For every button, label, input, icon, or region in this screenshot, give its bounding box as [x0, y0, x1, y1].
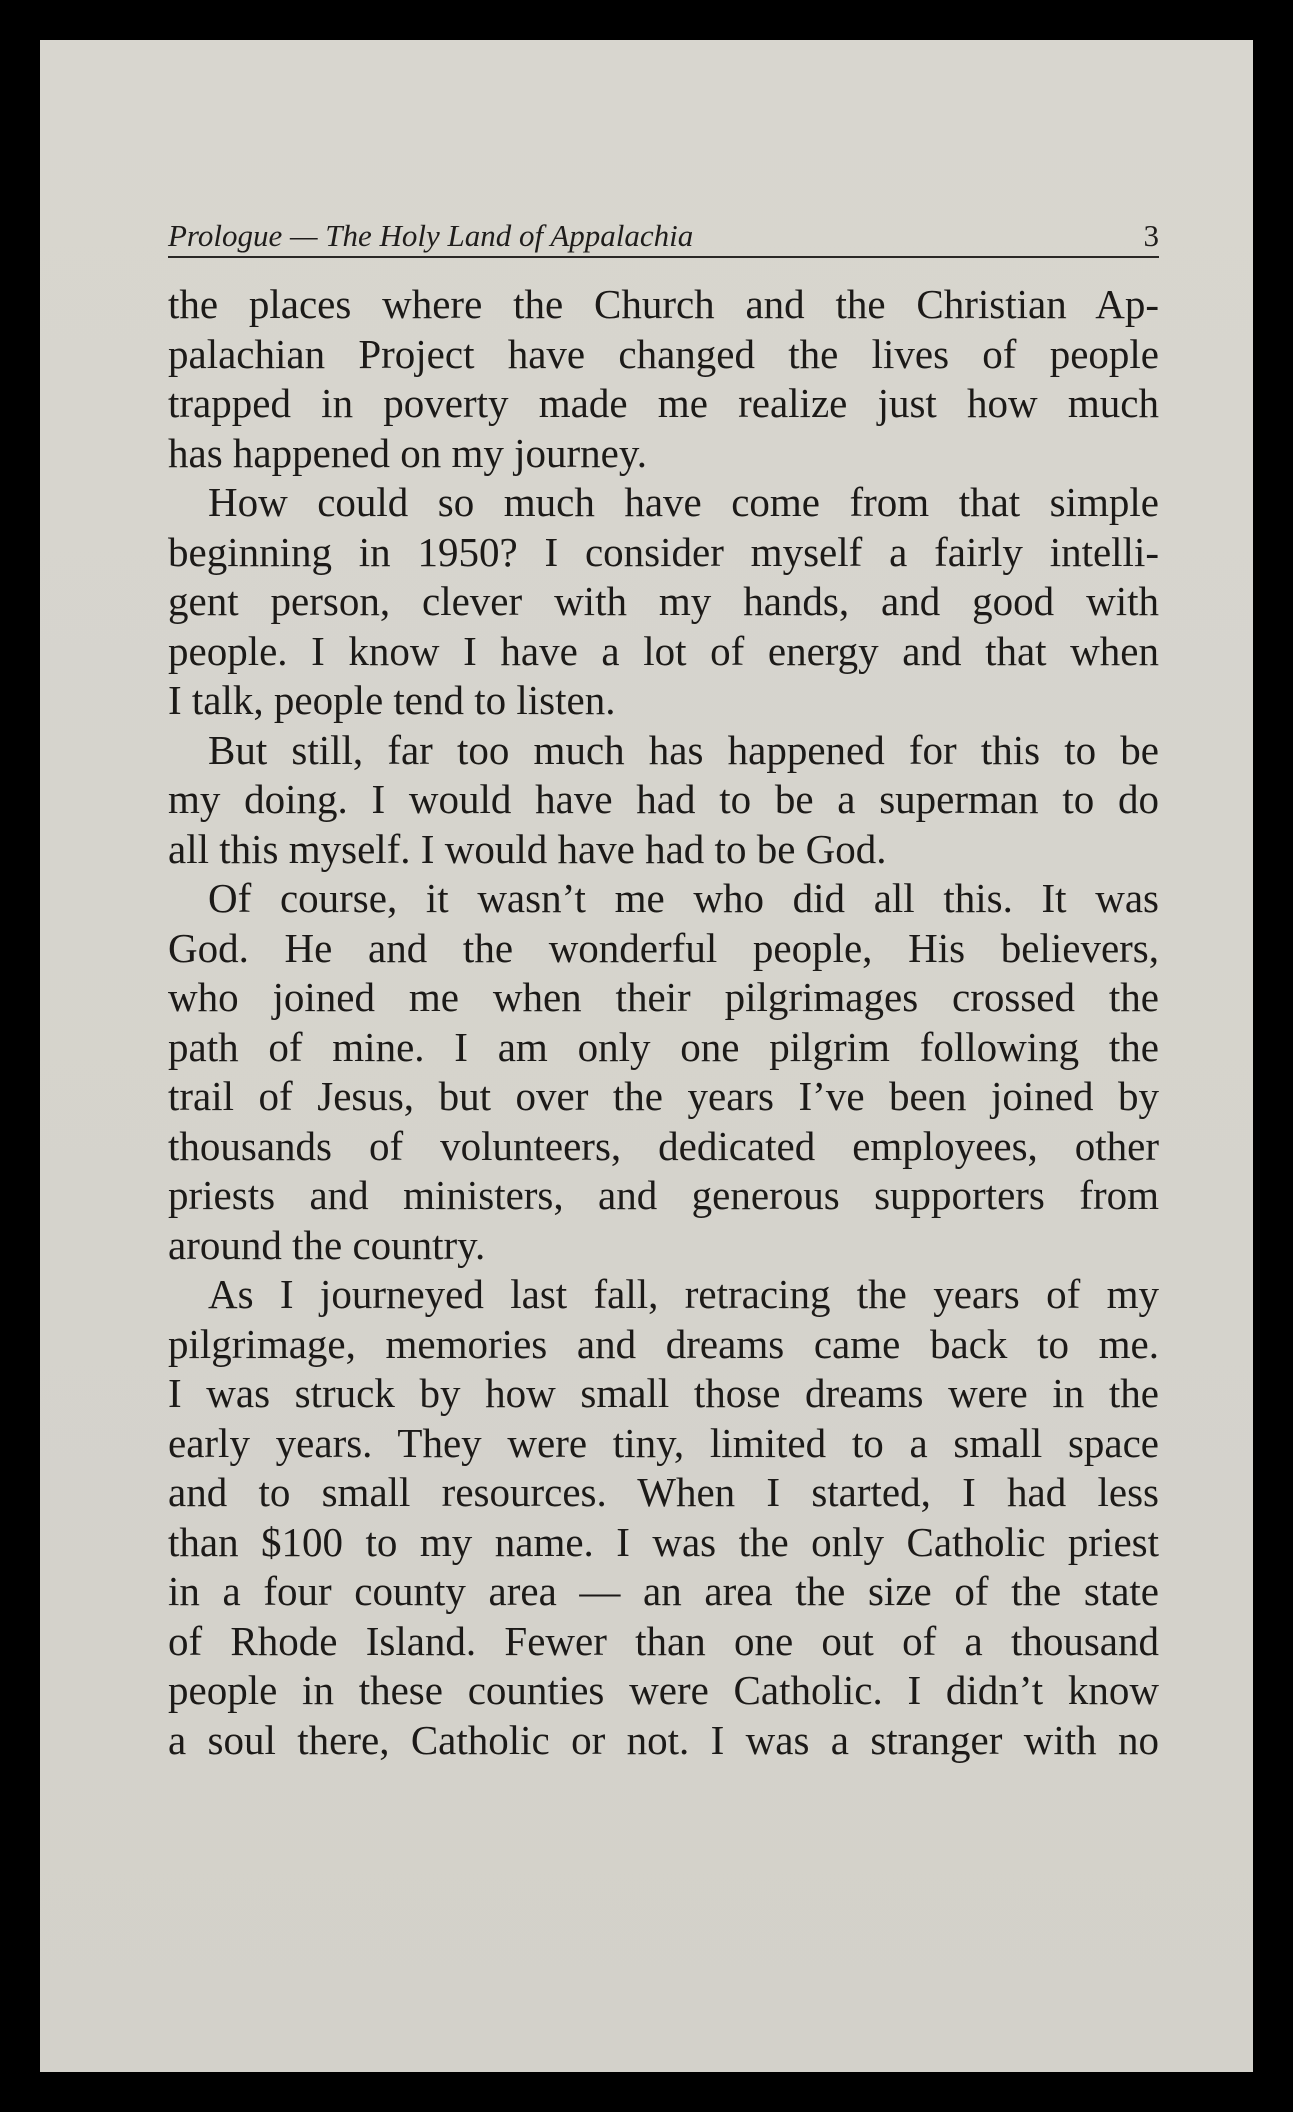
text-line: I was struck by how small those dreams were in the	[168, 1370, 1159, 1416]
text-line: pilgrimage, memories and dreams came back to me.	[168, 1320, 1159, 1367]
text-line: thousands of volunteers, dedicated employees, other	[168, 1122, 1159, 1169]
text-line: has happened on my journey.	[168, 429, 647, 476]
text-line: trapped in poverty made me realize just how much	[168, 380, 1159, 426]
text-line: But still, far too much has happened for this to be	[208, 726, 1159, 773]
text-line: people. I know I have a lot of energy and that when	[168, 627, 1159, 674]
text-line: and to small resources. When I started, I had less	[168, 1469, 1159, 1515]
text-line: gent person, clever with my hands, and good with	[168, 578, 1159, 624]
text-line: priests and ministers, and generous supporters from	[168, 1172, 1159, 1218]
text-line: in a four county area — an area the size of the state	[168, 1568, 1159, 1614]
text-line: of Rhode Island. Fewer than one out of a thousand	[168, 1617, 1159, 1664]
text-line: people in these counties were Catholic. I didn’t know	[168, 1667, 1159, 1713]
text-line: around the country.	[168, 1221, 486, 1268]
text-line: than $100 to my name. I was the only Catholic priest	[168, 1518, 1159, 1565]
text-line: the places where the Church and the Christian Ap-	[168, 281, 1159, 327]
text-line: a soul there, Catholic or not. I was a stranger with no	[168, 1716, 1159, 1763]
text-line: How could so much have come from that simple	[208, 479, 1159, 525]
text-line: God. He and the wonderful people, His believers,	[168, 924, 1159, 971]
text-line: Of course, it wasn’t me who did all this. It was	[208, 875, 1159, 921]
text-line: I talk, people tend to listen.	[168, 677, 616, 723]
book-page	[40, 40, 1253, 2072]
text-line: early years. They were tiny, limited to a small space	[168, 1419, 1159, 1466]
text-line: my doing. I would have had to be a superman to do	[168, 776, 1159, 822]
chapter-title: Prologue — The Holy Land of Appalachia	[168, 218, 694, 253]
text-line: who joined me when their pilgrimages crossed the	[168, 974, 1159, 1020]
text-line: all this myself. I would have had to be God.	[168, 825, 887, 872]
body-text	[168, 280, 1159, 1765]
text-line: palachian Project have changed the lives of people	[168, 330, 1159, 377]
page-number: 3	[1143, 218, 1159, 253]
text-line: beginning in 1950? I consider myself a fairly intelli-	[168, 528, 1159, 575]
text-line: trail of Jesus, but over the years I’ve been joined by	[168, 1073, 1159, 1119]
text-line: path of mine. I am only one pilgrim following the	[168, 1023, 1159, 1070]
text-line: As I journeyed last fall, retracing the years of my	[208, 1271, 1159, 1317]
running-head	[168, 216, 1159, 258]
